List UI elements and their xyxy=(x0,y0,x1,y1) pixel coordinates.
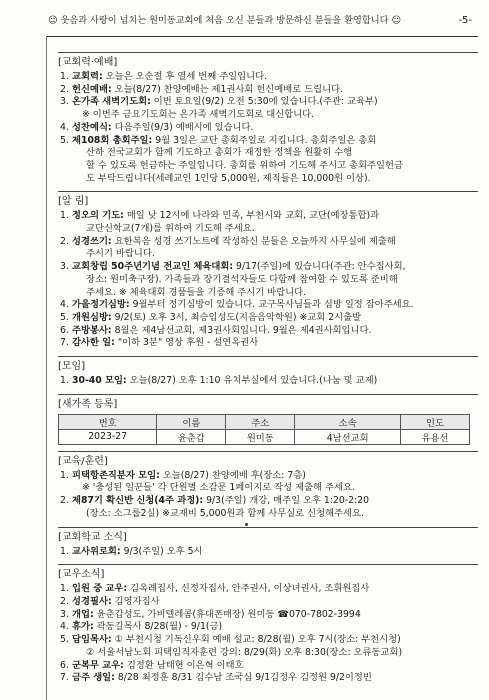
item-heading: 개원심방: xyxy=(72,311,112,323)
list-item xyxy=(58,122,478,135)
item-heading: 개업: xyxy=(72,608,94,620)
item-text: 9월부터 정기심방이 있습니다. 교구목사님들과 심방 일정 잡아주세요. xyxy=(132,299,414,311)
margin-line xyxy=(46,36,47,700)
item-heading: 성경필사: xyxy=(72,595,112,607)
table-header-cell: 인도 xyxy=(401,414,470,429)
item-continuation: 주세요. ※ 체육대회 경품들을 기증해 주시기 바랍니다. xyxy=(86,286,307,298)
section-title: [교회학교 소식] xyxy=(58,527,478,545)
item-heading: 피택항존직분자 모임: xyxy=(72,469,160,481)
table-header-cell: 이름 xyxy=(157,414,226,429)
newcomer-table xyxy=(58,414,470,445)
stray-dot xyxy=(245,523,248,526)
item-heading: 헌신예배: xyxy=(72,83,112,95)
item-text: 오늘은 오순절 후 열세 번째 주일입니다. xyxy=(105,71,268,82)
list-item xyxy=(58,672,478,685)
item-number: 4. xyxy=(60,299,69,311)
item-heading: 가을정기심방: xyxy=(72,299,130,311)
item-heading: 성찬예식: xyxy=(72,121,112,133)
item-list xyxy=(58,375,478,388)
item-heading: 정오의 기도: xyxy=(72,210,124,222)
item-text: 8월은 제4남선교회, 제3권사회입니다. 9월은 제4권사회입니다. xyxy=(114,324,372,336)
list-item xyxy=(58,236,478,261)
list-item xyxy=(58,71,478,84)
item-heading: 온가족 새벽기도회: xyxy=(72,96,151,108)
item-list xyxy=(58,583,478,685)
list-item xyxy=(58,84,478,97)
item-text: 9/3(주일) 개강, 매주일 오후 1:20-2:20 xyxy=(206,495,370,507)
item-text: 9/3(주일) 오후 5시 xyxy=(123,545,203,557)
item-heading: 군복무 교우: xyxy=(72,659,124,671)
item-number: 1. xyxy=(60,469,69,481)
item-text: "이하 3분" 영상 후원 - 설연옥권사 xyxy=(117,337,259,349)
list-item xyxy=(58,96,478,121)
list-item xyxy=(58,621,478,634)
item-number: 2. xyxy=(60,83,69,95)
item-text: ① 부천시청 기독신우회 예배 설교: 8/28(월) 오후 7시(장소: 부천시청) xyxy=(114,634,401,646)
item-heading: 담임목사: xyxy=(72,634,112,646)
section xyxy=(58,191,478,350)
item-number: 2. xyxy=(60,235,69,247)
list-item xyxy=(58,375,478,388)
item-heading: 30-40 모임: xyxy=(72,375,127,387)
table-header-cell: 번호 xyxy=(59,414,157,429)
table-cell: 유용선 xyxy=(401,429,470,444)
list-item xyxy=(58,583,478,596)
item-text: 오늘(8/27) 찬양예배 후(장소: 7층) xyxy=(162,469,306,481)
item-text: 8/28 최정훈 8/31 김수남 조국심 9/1김정우 김정원 9/2이정빈 xyxy=(117,672,372,684)
section xyxy=(58,52,478,185)
table-cell: 윤춘갑 xyxy=(157,429,226,444)
list-item xyxy=(58,210,478,235)
item-number: 3. xyxy=(60,608,69,620)
welcome-banner: ☺ 웃음과 사랑이 넘치는 원미동교회에 처음 오신 분들과 방문하신 분들을 환영합니다 ☺ xyxy=(48,15,402,26)
item-number: 1. xyxy=(60,210,69,222)
item-heading: 제108회 총회주일: xyxy=(72,134,153,146)
table-header-row xyxy=(59,414,470,429)
item-heading: 교회력: xyxy=(72,71,103,82)
item-text: 9/2(토) 오후 3시, 최승임성도(지음음악학원) ※교회 2시출발 xyxy=(114,311,362,323)
item-continuation: 장소: 원미축구장). 가족들과 장기결석자들도 다함께 참여할 수 있도록 준비해 xyxy=(86,273,398,285)
item-list xyxy=(58,546,478,559)
list-item xyxy=(58,609,478,622)
item-text: 김정환 남태현 이은혁 이태호 xyxy=(126,659,244,671)
table-cell: 원미동 xyxy=(226,429,295,444)
table-cell: 4남선교회 xyxy=(295,429,401,444)
page-header xyxy=(48,10,480,32)
item-number: 2. xyxy=(60,495,69,507)
list-item xyxy=(58,660,478,673)
list-item xyxy=(58,546,478,559)
item-heading: 교사위로회: xyxy=(72,545,121,557)
item-continuation: (장소: 소그룹2실) ※교재비 5,000원과 함께 사무실로 신청해주세요. xyxy=(86,507,364,519)
item-number: 5. xyxy=(60,634,69,646)
item-number: 6. xyxy=(60,659,69,671)
item-text: 윤춘갑성도, 가비텔레콤(휴대폰매장) 원미동 ☎070-7802-3994 xyxy=(96,608,361,620)
item-number: 1. xyxy=(60,545,69,557)
list-item xyxy=(58,495,478,520)
item-number: 1. xyxy=(60,583,69,595)
list-item xyxy=(58,470,478,495)
item-text: 요한복음 성경 쓰기노트에 작성하신 분들은 오늘까지 사무실에 제출해 xyxy=(114,235,396,247)
table-header-cell: 주소 xyxy=(226,414,295,429)
item-note: ※ 이번주 금요기도회는 온가족 새벽기도회로 대신합니다. xyxy=(82,109,315,121)
item-continuation: 주시기 바랍니다. xyxy=(86,248,155,260)
item-list xyxy=(58,470,478,521)
item-number: 3. xyxy=(60,96,69,108)
page-number: -5- xyxy=(458,15,472,26)
item-number: 1. xyxy=(60,375,69,387)
item-note: ※ '충성된 일꾼들' 각 단원별 소감문 1페이지로 작성 제출해 주세요. xyxy=(82,482,355,494)
item-continuation: 산하 전국교회가 함께 기도하고 총회가 재정한 정책을 원활히 수행 xyxy=(86,147,353,159)
item-heading: 성경쓰기: xyxy=(72,235,112,247)
item-text: 김옥례집사, 신정자집사, 안주권사, 이상녀권사, 조휘원집사 xyxy=(130,583,370,595)
item-heading: 금주 생일: xyxy=(72,672,115,684)
item-text: 오늘(8/27) 찬양예배는 제1권사회 헌신예배로 드립니다. xyxy=(114,83,344,95)
item-number: 6. xyxy=(60,324,69,336)
section xyxy=(58,451,478,521)
item-text: 매일 낮 12시에 나라와 민족, 부천시와 교회, 교단(예장통합)과 xyxy=(126,210,380,222)
item-heading: 감사한 일: xyxy=(72,337,115,349)
item-number: 5. xyxy=(60,311,69,323)
item-continuation: 할 수 있도록 헌금하는 주일입니다. 총회를 위하여 기도해 주시고 총회주일헌금 xyxy=(86,159,403,171)
section xyxy=(58,356,478,388)
section xyxy=(58,564,478,685)
item-number: 3. xyxy=(60,261,69,273)
section-title: [교육/훈련] xyxy=(58,451,478,469)
section-title: [알 림] xyxy=(58,191,478,209)
header-divider xyxy=(46,36,478,37)
item-continuation: 교단신학교(7개)를 위하여 기도해 주세요. xyxy=(86,223,255,235)
table-cell: 2023-27 xyxy=(59,429,157,444)
item-number: 5. xyxy=(60,134,69,146)
item-text: 곽동길목사 8/28(월) - 9/1(금) xyxy=(96,621,223,633)
list-item xyxy=(58,312,478,325)
item-number: 2. xyxy=(60,595,69,607)
list-item xyxy=(58,634,478,659)
item-list xyxy=(58,71,478,185)
item-text: 김영자집사 xyxy=(114,595,160,607)
list-item xyxy=(58,299,478,312)
list-item xyxy=(58,337,478,350)
item-number: 7. xyxy=(60,672,69,684)
item-continuation: ② 서울서남노회 피택임직자훈련 강의: 8/29(화) 오후 8:30(장소: 오류동교회) xyxy=(86,646,403,658)
item-text: 다음주일(9/3) 예배시에 있습니다. xyxy=(114,121,254,133)
item-text: 9월 3일은 교단 총회주일로 지킵니다. 총회주일은 총회 xyxy=(155,134,377,146)
item-number: 7. xyxy=(60,337,69,349)
list-item xyxy=(58,261,478,299)
item-heading: 휴가: xyxy=(72,621,94,633)
table-header-cell: 소속 xyxy=(295,414,401,429)
section-title: [모임] xyxy=(58,356,478,374)
table-row xyxy=(59,429,470,444)
section-title: [교회력·예배] xyxy=(58,52,478,70)
section-title: [교우소식] xyxy=(58,564,478,582)
item-number: 4. xyxy=(60,121,69,133)
item-text: 이번 토요일(9/2) 오전 5:30에 있습니다.(주관: 교육부) xyxy=(153,96,378,108)
item-heading: 제87기 확신반 신청(4주 과정): xyxy=(72,495,204,507)
bulletin-body xyxy=(58,52,478,691)
list-item xyxy=(58,135,478,186)
item-list xyxy=(58,210,478,350)
item-continuation: 도 부탁드립니다(세례교인 1인당 5,000원, 제직들은 10,000원 이상). xyxy=(86,172,371,184)
section xyxy=(58,527,478,559)
list-item xyxy=(58,596,478,609)
item-text: 오늘(8/27) 오후 1:10 유치부실에서 있습니다.(나눔 및 교제) xyxy=(129,375,378,387)
item-heading: 입원 중 교우: xyxy=(72,583,128,595)
item-heading: 주방봉사: xyxy=(72,324,112,336)
item-number: 1. xyxy=(60,71,69,82)
item-text: 9/17(주일)에 있습니다(주관: 안수집사회, xyxy=(236,261,406,273)
item-number: 4. xyxy=(60,621,69,633)
section-title: [새가족 등록] xyxy=(58,394,478,412)
section xyxy=(58,394,478,445)
list-item xyxy=(58,325,478,338)
item-heading: 교회창립 50주년기념 전교인 체육대회: xyxy=(72,261,234,273)
